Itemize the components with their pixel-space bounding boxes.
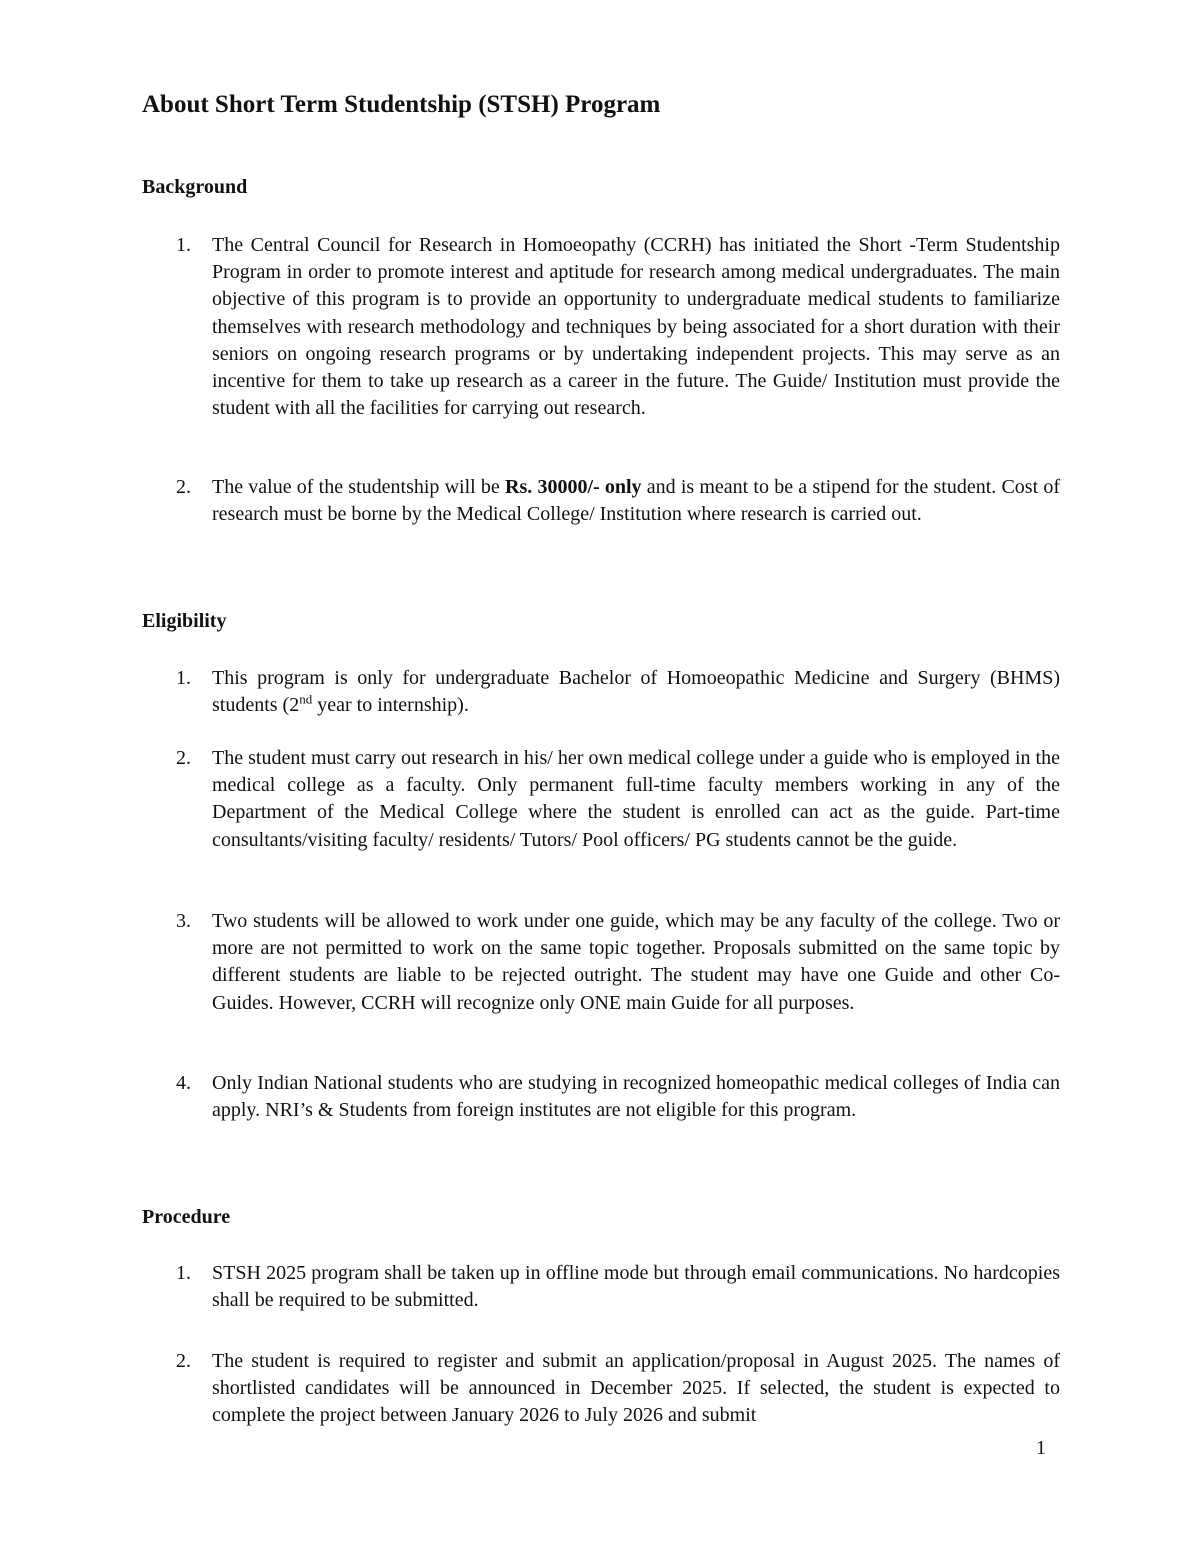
stipend-amount: Rs. 30000/- only: [505, 476, 642, 498]
section-heading-procedure: Procedure: [142, 1206, 231, 1228]
list-item: [142, 908, 1060, 1017]
list-item: [142, 474, 1060, 528]
section-heading-eligibility: Eligibility: [142, 610, 227, 632]
list-item: [142, 232, 1060, 422]
list-item-text: Two students will be allowed to work under one guide, which may be any faculty of the college. Two or more are not permitted to work on the same topic together. Proposals submitted on the same topic by different students are liable to be rejected outright. The student may have one Guide and other Co- Guides. However, CCRH will recognize only ONE main Guide for all purposes.: [212, 910, 1060, 1014]
text-fragment: The value of the studentship will be: [212, 476, 506, 498]
list-item-text: [212, 665, 1060, 719]
list-item: [142, 1260, 1060, 1314]
page-title: About Short Term Studentship (STSH) Program: [142, 91, 661, 118]
list-item-text: The Central Council for Research in Homoeopathy (CCRH) has initiated the Short -Term Studentship Program in order to promote interest and aptitude for research among medical undergraduates. The main objective of this program is to provide an opportunity to undergraduate medical students to familiarize themselves with research methodology and techniques by being associated for a short duration with their seniors on ongoing research programs or by undertaking independent projects. This may serve as an incentive for them to take up research as a career in the future. The Guide/ Institution must provide the student with all the facilities for carrying out research.: [212, 234, 1060, 420]
list-item-number: 1.: [176, 1262, 191, 1284]
list-item: [142, 665, 1060, 719]
list-item: [142, 745, 1060, 854]
text-fragment: year to internship).: [312, 694, 469, 717]
list-item-number: 2.: [176, 476, 191, 498]
list-item-text: [212, 474, 1060, 528]
list-item-text: STSH 2025 program shall be taken up in offline mode but through email communications. No hardcopies shall be required to be submitted.: [212, 1262, 1060, 1312]
list-item-text: The student is required to register and submit an application/proposal in August 2025. The names of shortlisted candidates will be announced in December 2025. If selected, the student is expected to complete the project between January 2026 to July 2026 and submit: [212, 1350, 1060, 1427]
list-item-number: 1.: [176, 234, 191, 256]
list-item-text: The student must carry out research in his/ her own medical college under a guide who is employed in the medical college as a faculty. Only permanent full-time faculty members working in any of the Department of the Medical College where the student is enrolled can act as the guide. Part-time consultants/visiting faculty/ residents/ Tutors/ Pool officers/ PG students cannot be the guide.: [212, 747, 1060, 851]
section-heading-background: Background: [142, 176, 248, 198]
list-item-number: 2.: [176, 747, 191, 769]
superscript: nd: [299, 691, 313, 707]
list-item-number: 3.: [176, 910, 191, 932]
text-fragment: and is meant to be a stipend for the student. Cost of research must be borne by the Medical College/ Institution where research is carried out.: [212, 476, 1060, 526]
text-fragment: This program is only for undergraduate Bachelor of Homoeopathic Medicine and Surgery (BHMS) students (2: [212, 667, 1060, 717]
list-item: [142, 1070, 1060, 1124]
list-item-number: 4.: [176, 1072, 191, 1094]
list-item-text: Only Indian National students who are studying in recognized homeopathic medical colleges of India can apply. NRI’s & Students from foreign institutes are not eligible for this program.: [212, 1072, 1060, 1122]
list-item-number: 1.: [176, 667, 191, 689]
list-item-number: 2.: [176, 1350, 191, 1372]
page-number: 1: [1036, 1437, 1046, 1459]
list-item: [142, 1348, 1060, 1430]
